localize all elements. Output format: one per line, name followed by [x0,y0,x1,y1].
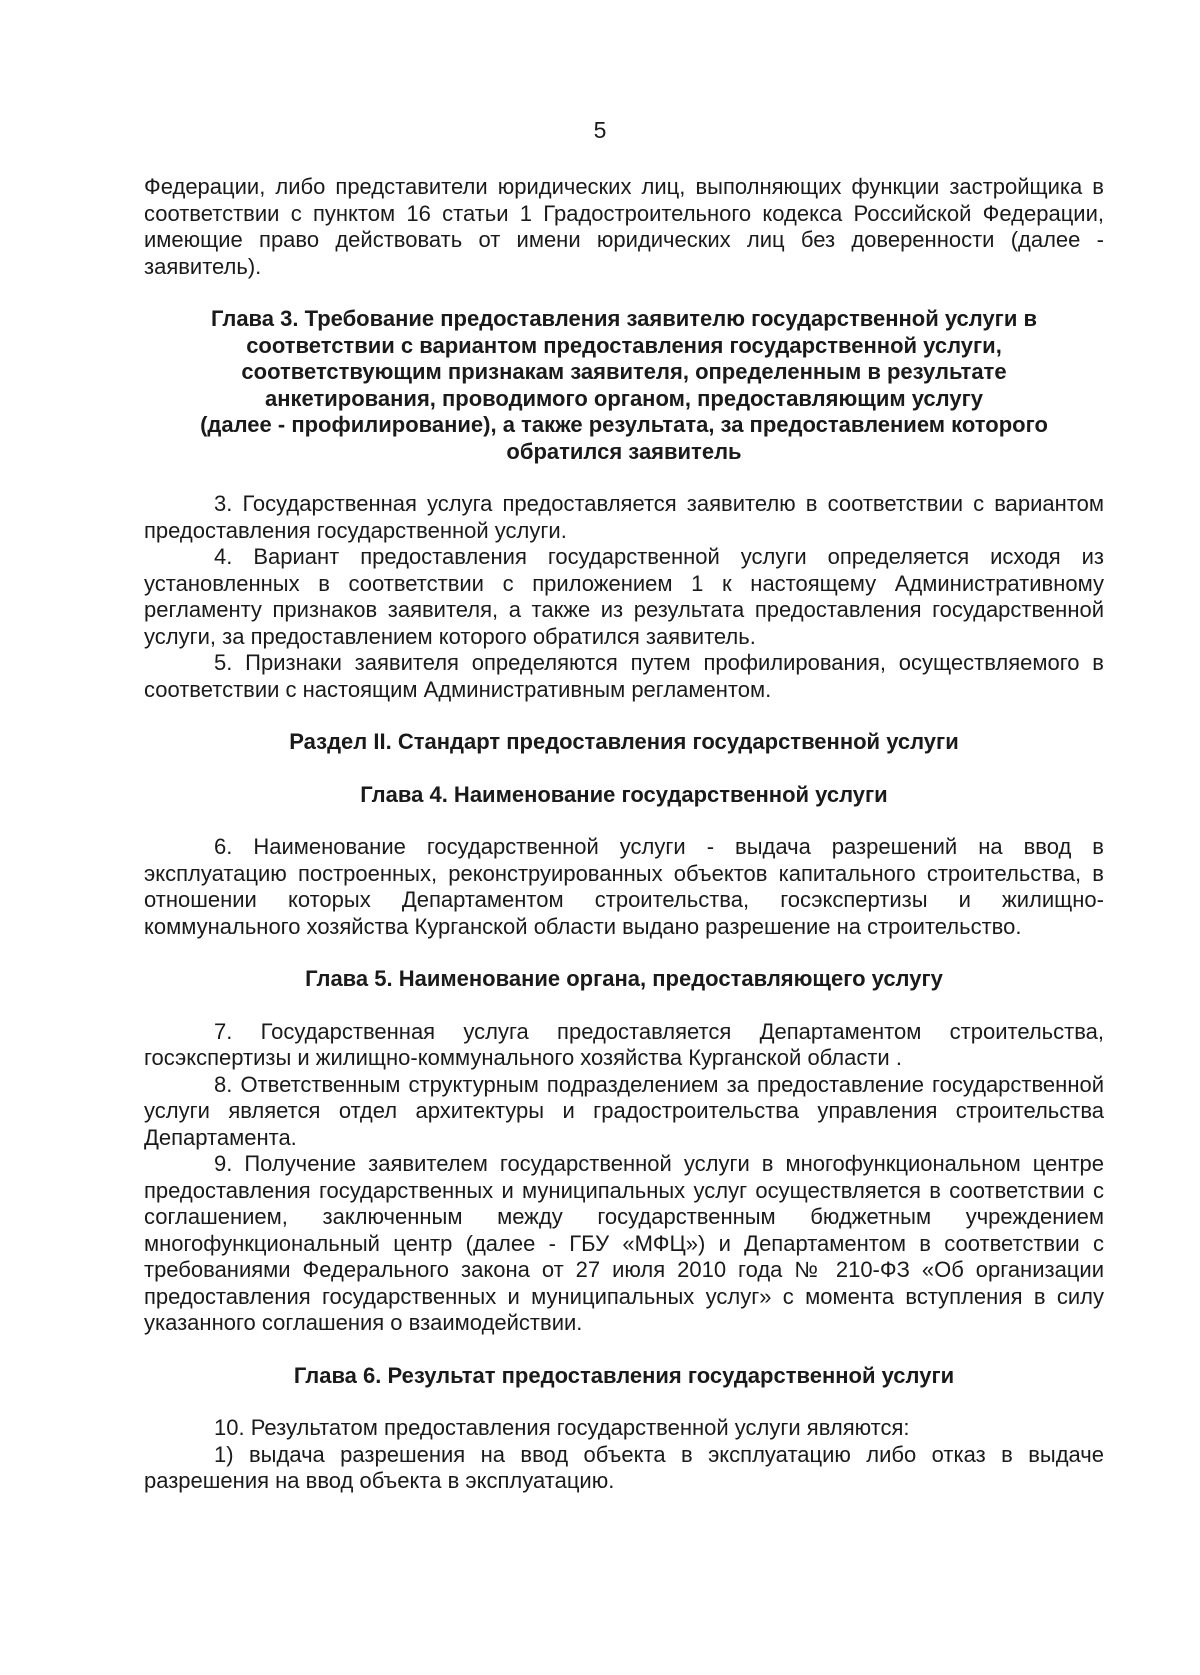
chapter-3-heading-line: соответствии с вариантом предоставления государственной услуги, [246,332,1002,358]
paragraph-applicant-continued: Федерации, либо представители юридических лиц, выполняющих функции застройщика в соответствии с пунктом 16 статьи 1 Градостроительного кодекса Российской Федерации, имеющие право действовать от имени юридических лиц без доверенности (далее - заявитель). [144,174,1104,279]
paragraph-7: 7. Государственная услуга предоставляется Департаментом строительства, госэкспертизы и жилищно-коммунального хозяйства Курганской области . [144,1018,1104,1070]
chapter-4-heading: Глава 4. Наименование государственной услуги [360,781,888,807]
chapter-5-heading: Глава 5. Наименование органа, предоставляющего услугу [305,966,943,991]
paragraph-6: 6. Наименование государственной услуги - выдача разрешений на ввод в эксплуатацию построенных, реконструированных объектов капитального строительства, в отношении которых Департаментом строительства, госэкспертизы и жилищно-коммунального хозяйства Курганской области выдано разрешение на строительство. [144,834,1104,939]
chapter-3-heading-line: (далее - профилирование), а также результата, за предоставлением которого [200,412,1048,437]
paragraph-10-item-1: 1) выдача разрешения на ввод объекта в эксплуатацию либо отказ в выдаче разрешения на ввод объекта в эксплуатацию. [144,1441,1104,1493]
page-number: 5 [593,117,607,143]
paragraph-10: 10. Результатом предоставления государственной услуги являются: [214,1415,910,1440]
chapter-3-heading-line: соответствующим признакам заявителя, определенным в результате [241,359,1007,384]
section-2-heading: Раздел II. Стандарт предоставления государственной услуги [289,729,959,754]
paragraph-5: 5. Признаки заявителя определяются путем профилирования, осуществляемого в соответствии с настоящим Административным регламентом. [144,650,1104,702]
document-body [144,174,1104,1495]
paragraph-4: 4. Вариант предоставления государственной услуги определяется исходя из установленных в соответствии с приложением 1 к настоящему Административному регламенту признаков заявителя, а также из результата предоставления государственной услуги, за предоставлением которого обратился заявитель. [144,544,1104,649]
chapter-6-heading: Глава 6. Результат предоставления государственной услуги [293,1362,955,1388]
chapter-3-heading-line: анкетирования, проводимого органом, предоставляющим услугу [265,385,983,411]
chapter-3-heading-line: обратился заявитель [506,438,742,464]
paragraph-8: 8. Ответственным структурным подразделением за предоставление государственной услуги является отдел архитектуры и градостроительства управления строительства Департамента. [144,1071,1104,1150]
paragraph-3: 3. Государственная услуга предоставляется заявителю в соответствии с вариантом предоставления государственной услуги. [144,491,1104,543]
chapter-3-heading-line: Глава 3. Требование предоставления заявителю государственной услуги в [210,306,1038,331]
chapter-3-heading [144,306,1104,465]
paragraph-9: 9. Получение заявителем государственной услуги в многофункциональном центре предоставления государственных и муниципальных услуг осуществляется в соответствии с соглашением, заключенным между государственным бюджетным учреждением многофункциональный центр (далее - ГБУ «МФЦ») и Департаментом в соответствии с требованиями Федерального закона от 27 июля 2010 года № 210-ФЗ «Об организации предоставления государственных и муниципальных услуг» с момента вступления в силу указанного соглашения о взаимодействии. [144,1151,1104,1335]
